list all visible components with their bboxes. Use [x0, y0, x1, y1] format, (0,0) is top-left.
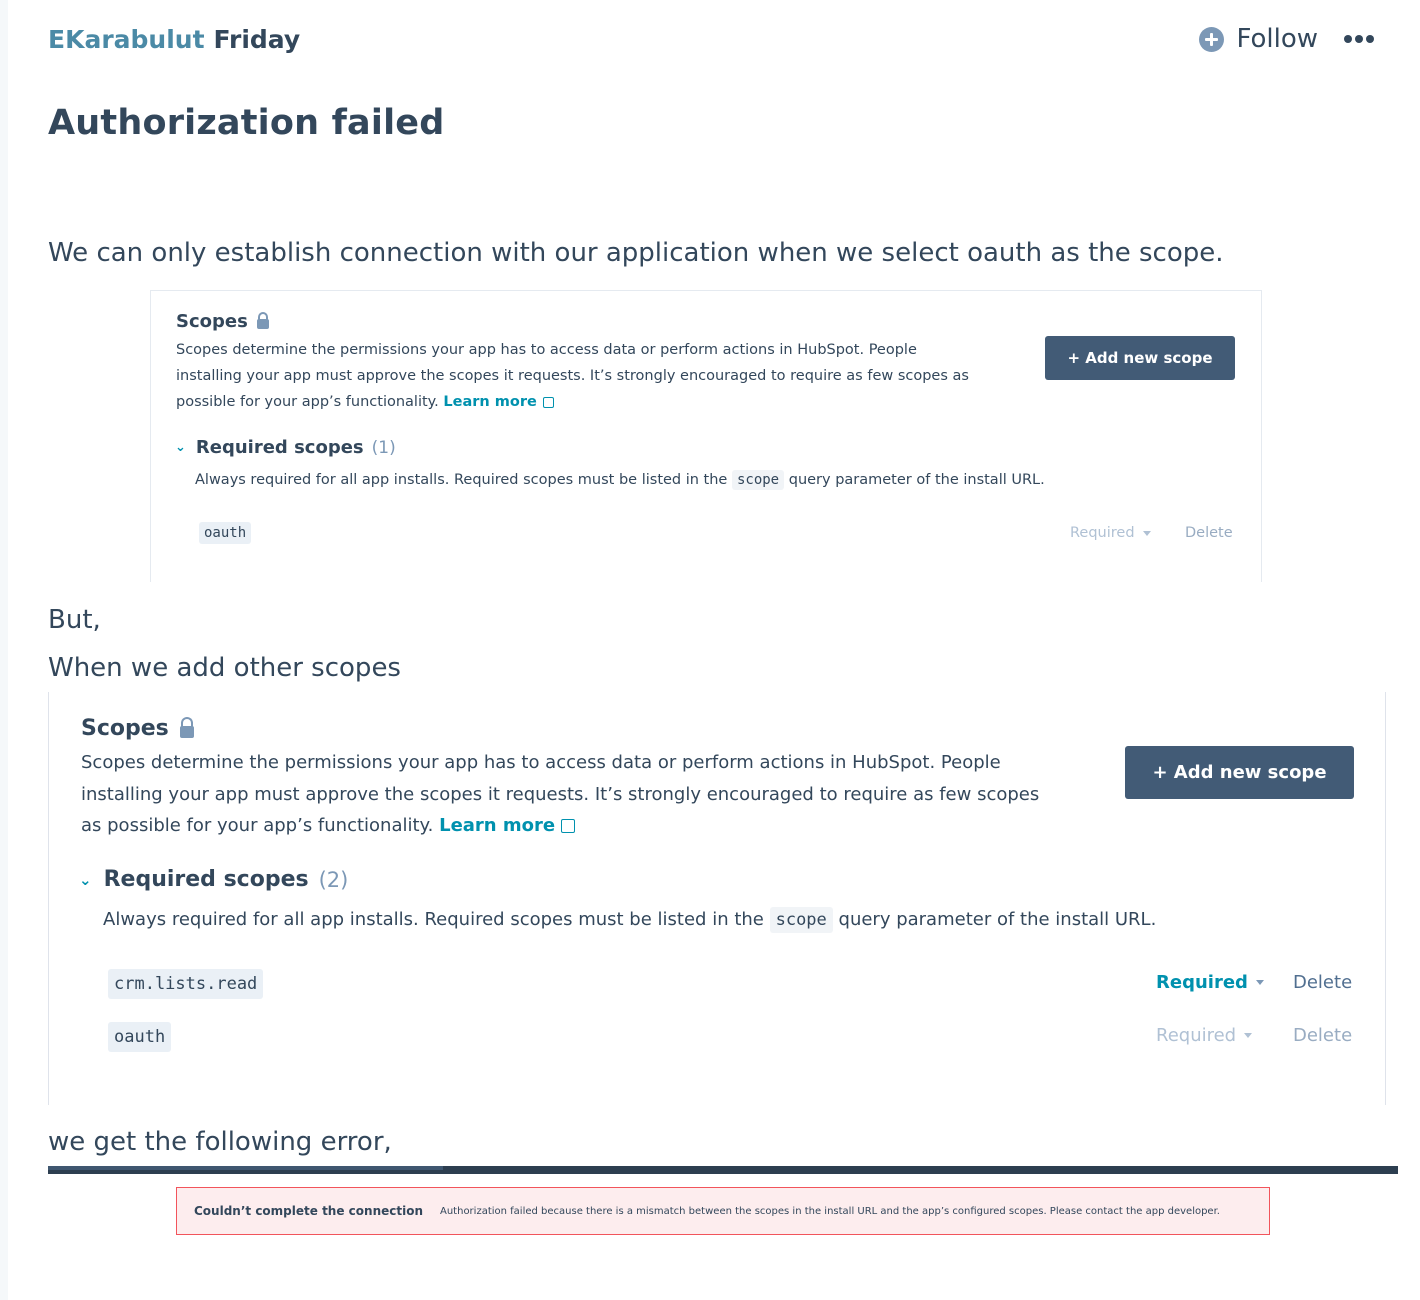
plus-circle-icon: [1199, 27, 1224, 52]
required-count: (2): [318, 867, 349, 892]
scopes-screenshot-2: [48, 692, 1386, 1105]
scopes-description: Scopes determine the permissions your app has to access data or perform actions in HubSpot. People installing your app must approve the scopes it requests. It’s strongly encouraged to require as few scopes as possible for your app’s functionality. Learn more: [176, 342, 969, 410]
required-dropdown[interactable]: Required: [1156, 1025, 1252, 1046]
delete-link[interactable]: Delete: [1185, 525, 1233, 541]
post-paragraph-when: When we add other scopes: [48, 653, 401, 683]
scope-chip-oauth: oauth: [108, 1022, 171, 1052]
scopes-heading: Scopes: [81, 716, 194, 741]
scope-chip-crm-lists-read: crm.lists.read: [108, 969, 263, 999]
scopes-description: Scopes determine the permissions your app has to access data or perform actions in HubSpot. People installing your app must approve the scopes it requests. It’s strongly encouraged to require as few scopes as possible for your app’s functionality. Learn more: [81, 752, 1040, 836]
left-rail: [0, 0, 8, 1300]
follow-label: Follow: [1236, 24, 1318, 54]
inline-code: scope: [770, 907, 833, 933]
author-name[interactable]: EKarabulut: [48, 24, 205, 54]
post-paragraph-error-intro: we get the following error,: [48, 1127, 392, 1157]
external-link-icon: [543, 397, 554, 408]
caret-down-icon: [1256, 980, 1264, 985]
post-title: Authorization failed: [48, 103, 445, 143]
error-banner: [176, 1187, 1270, 1235]
post-paragraph-intro: We can only establish connection with our application when we select oauth as the scope.: [48, 238, 1224, 268]
required-dropdown[interactable]: Required: [1156, 972, 1264, 993]
scopes-screenshot-1: [150, 290, 1262, 582]
external-link-icon: [561, 819, 575, 833]
error-message: Authorization failed because there is a mismatch between the scopes in the install URL and the app’s configured scopes. Please contact the app developer.: [440, 1205, 1220, 1217]
learn-more-link[interactable]: Learn more: [443, 394, 537, 410]
learn-more-link[interactable]: Learn more: [439, 815, 556, 836]
required-scopes-toggle[interactable]: ⌄ Required scopes (2): [79, 867, 349, 892]
error-title: Couldn’t complete the connection: [194, 1204, 423, 1218]
scope-chip-oauth: oauth: [199, 522, 251, 544]
add-new-scope-button[interactable]: + Add new scope: [1045, 336, 1235, 380]
delete-link[interactable]: Delete: [1293, 972, 1353, 993]
inline-code: scope: [732, 470, 784, 490]
required-dropdown[interactable]: Required: [1070, 525, 1151, 541]
required-count: (1): [371, 437, 396, 458]
lock-icon: [180, 726, 194, 738]
post-date: Friday: [213, 24, 301, 54]
post-header: [48, 22, 1374, 56]
add-new-scope-button[interactable]: + Add new scope: [1125, 746, 1354, 799]
chevron-down-icon: ⌄: [175, 440, 186, 455]
caret-down-icon: [1143, 531, 1151, 536]
caret-down-icon: [1244, 1033, 1252, 1038]
follow-button[interactable]: [1199, 24, 1318, 54]
required-scopes-note: Always required for all app installs. Required scopes must be listed in the scope query parameter of the install URL.: [103, 909, 1156, 930]
chevron-down-icon: ⌄: [79, 870, 92, 889]
post-paragraph-but: But,: [48, 605, 101, 635]
delete-link[interactable]: Delete: [1293, 1025, 1353, 1046]
required-scopes-toggle[interactable]: ⌄ Required scopes (1): [175, 437, 396, 458]
required-scopes-note: Always required for all app installs. Required scopes must be listed in the scope query parameter of the install URL.: [195, 472, 1045, 488]
lock-icon: [257, 319, 269, 329]
ellipsis-icon[interactable]: [1344, 35, 1374, 43]
scopes-heading: Scopes: [176, 311, 269, 332]
